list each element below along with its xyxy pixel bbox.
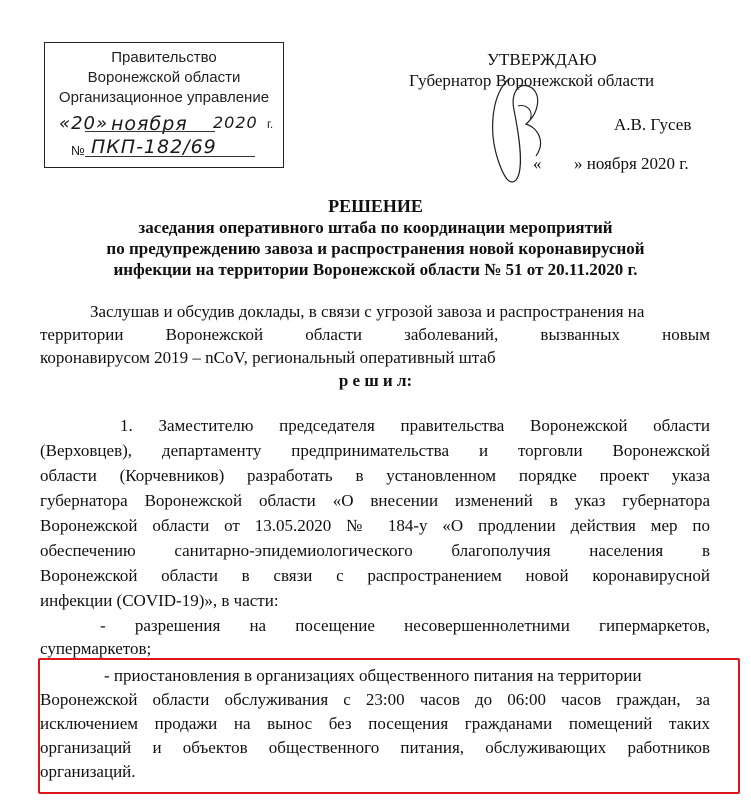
document-title: РЕШЕНИЕ: [328, 196, 423, 216]
bullet2-line-5: организаций.: [40, 762, 136, 781]
intro-line-1: Заслушав и обсудив доклады, в связи с угрозой завоза и распространения на: [90, 302, 645, 321]
stamp-number-prefix: №: [71, 143, 85, 158]
item1-line-7: Воронежской области в связи с распространением новой коронавирусной: [40, 566, 710, 585]
registration-stamp: [44, 42, 284, 168]
item1-line-2: (Верховцев), департаменту предпринимательства и торговли Воронежской: [40, 441, 710, 460]
heading-line-2: по предупреждению завоза и распространения новой коронавирусной: [106, 239, 645, 258]
bullet2-line-4: организаций и объектов общественного питания, обслуживающих работников: [40, 738, 710, 757]
stamp-year-suffix: г.: [267, 117, 274, 131]
approval-title: УТВЕРЖДАЮ: [487, 50, 597, 69]
stamp-date-month: ноября: [111, 113, 188, 135]
item1-line-4: губернатора Воронежской области «О внесении изменений в указ губернатора: [40, 491, 710, 510]
item1-line-5: Воронежской области от 13.05.2020 № 184-у «О продлении действия мер по: [40, 516, 710, 535]
bullet2-line-2: Воронежской области обслуживания с 23:00 часов до 06:00 часов граждан, за: [40, 690, 710, 709]
approval-date-open: «: [533, 154, 542, 173]
intro-line-3: коронавирусом 2019 – nCoV, региональный оперативный штаб: [40, 348, 496, 367]
bullet1-line-2: супермаркетов;: [40, 639, 152, 658]
heading-line-3: инфекции на территории Воронежской области № 51 от 20.11.2020 г.: [113, 260, 638, 279]
stamp-line-1: Правительство: [111, 49, 217, 66]
stamp-number-underline: [85, 156, 255, 157]
decided-label: р е ш и л:: [338, 371, 413, 390]
stamp-date-year: 2020: [213, 113, 258, 132]
heading-line-1: заседания оперативного штаба по координации мероприятий: [138, 218, 613, 237]
item1-line-1: 1. Заместителю председателя правительства Воронежской области: [120, 416, 710, 435]
signature: [480, 70, 570, 190]
bullet2-line-1: - приостановления в организациях общественного питания на территории: [104, 666, 642, 685]
bullet1-line-1: - разрешения на посещение несовершеннолетними гипермаркетов,: [100, 616, 710, 635]
stamp-line-2: Воронежской области: [87, 69, 241, 86]
intro-line-2: территории Воронежской области заболеваний, вызванных новым: [40, 325, 710, 344]
stamp-line-3: Организационное управление: [58, 89, 270, 106]
stamp-date-underline: [85, 131, 215, 132]
bullet2-line-3: исключением продажи на вынос без посещения гражданами помещений таких: [40, 714, 710, 733]
stamp-date-day: «20»: [59, 113, 109, 134]
item1-line-8: инфекции (COVID-19)», в части:: [40, 591, 279, 610]
approval-position: Губернатор Воронежской области: [409, 71, 655, 90]
item1-line-3: области (Корчевников) разработать в установленном порядке проект указа: [40, 466, 710, 485]
approval-name: А.В. Гусев: [614, 115, 692, 134]
item1-line-6: обеспечению санитарно-эпидемиологического благополучия населения в: [40, 541, 710, 560]
approval-date: » ноября 2020 г.: [574, 154, 689, 173]
stamp-number: ПКП-182/69: [91, 136, 217, 158]
